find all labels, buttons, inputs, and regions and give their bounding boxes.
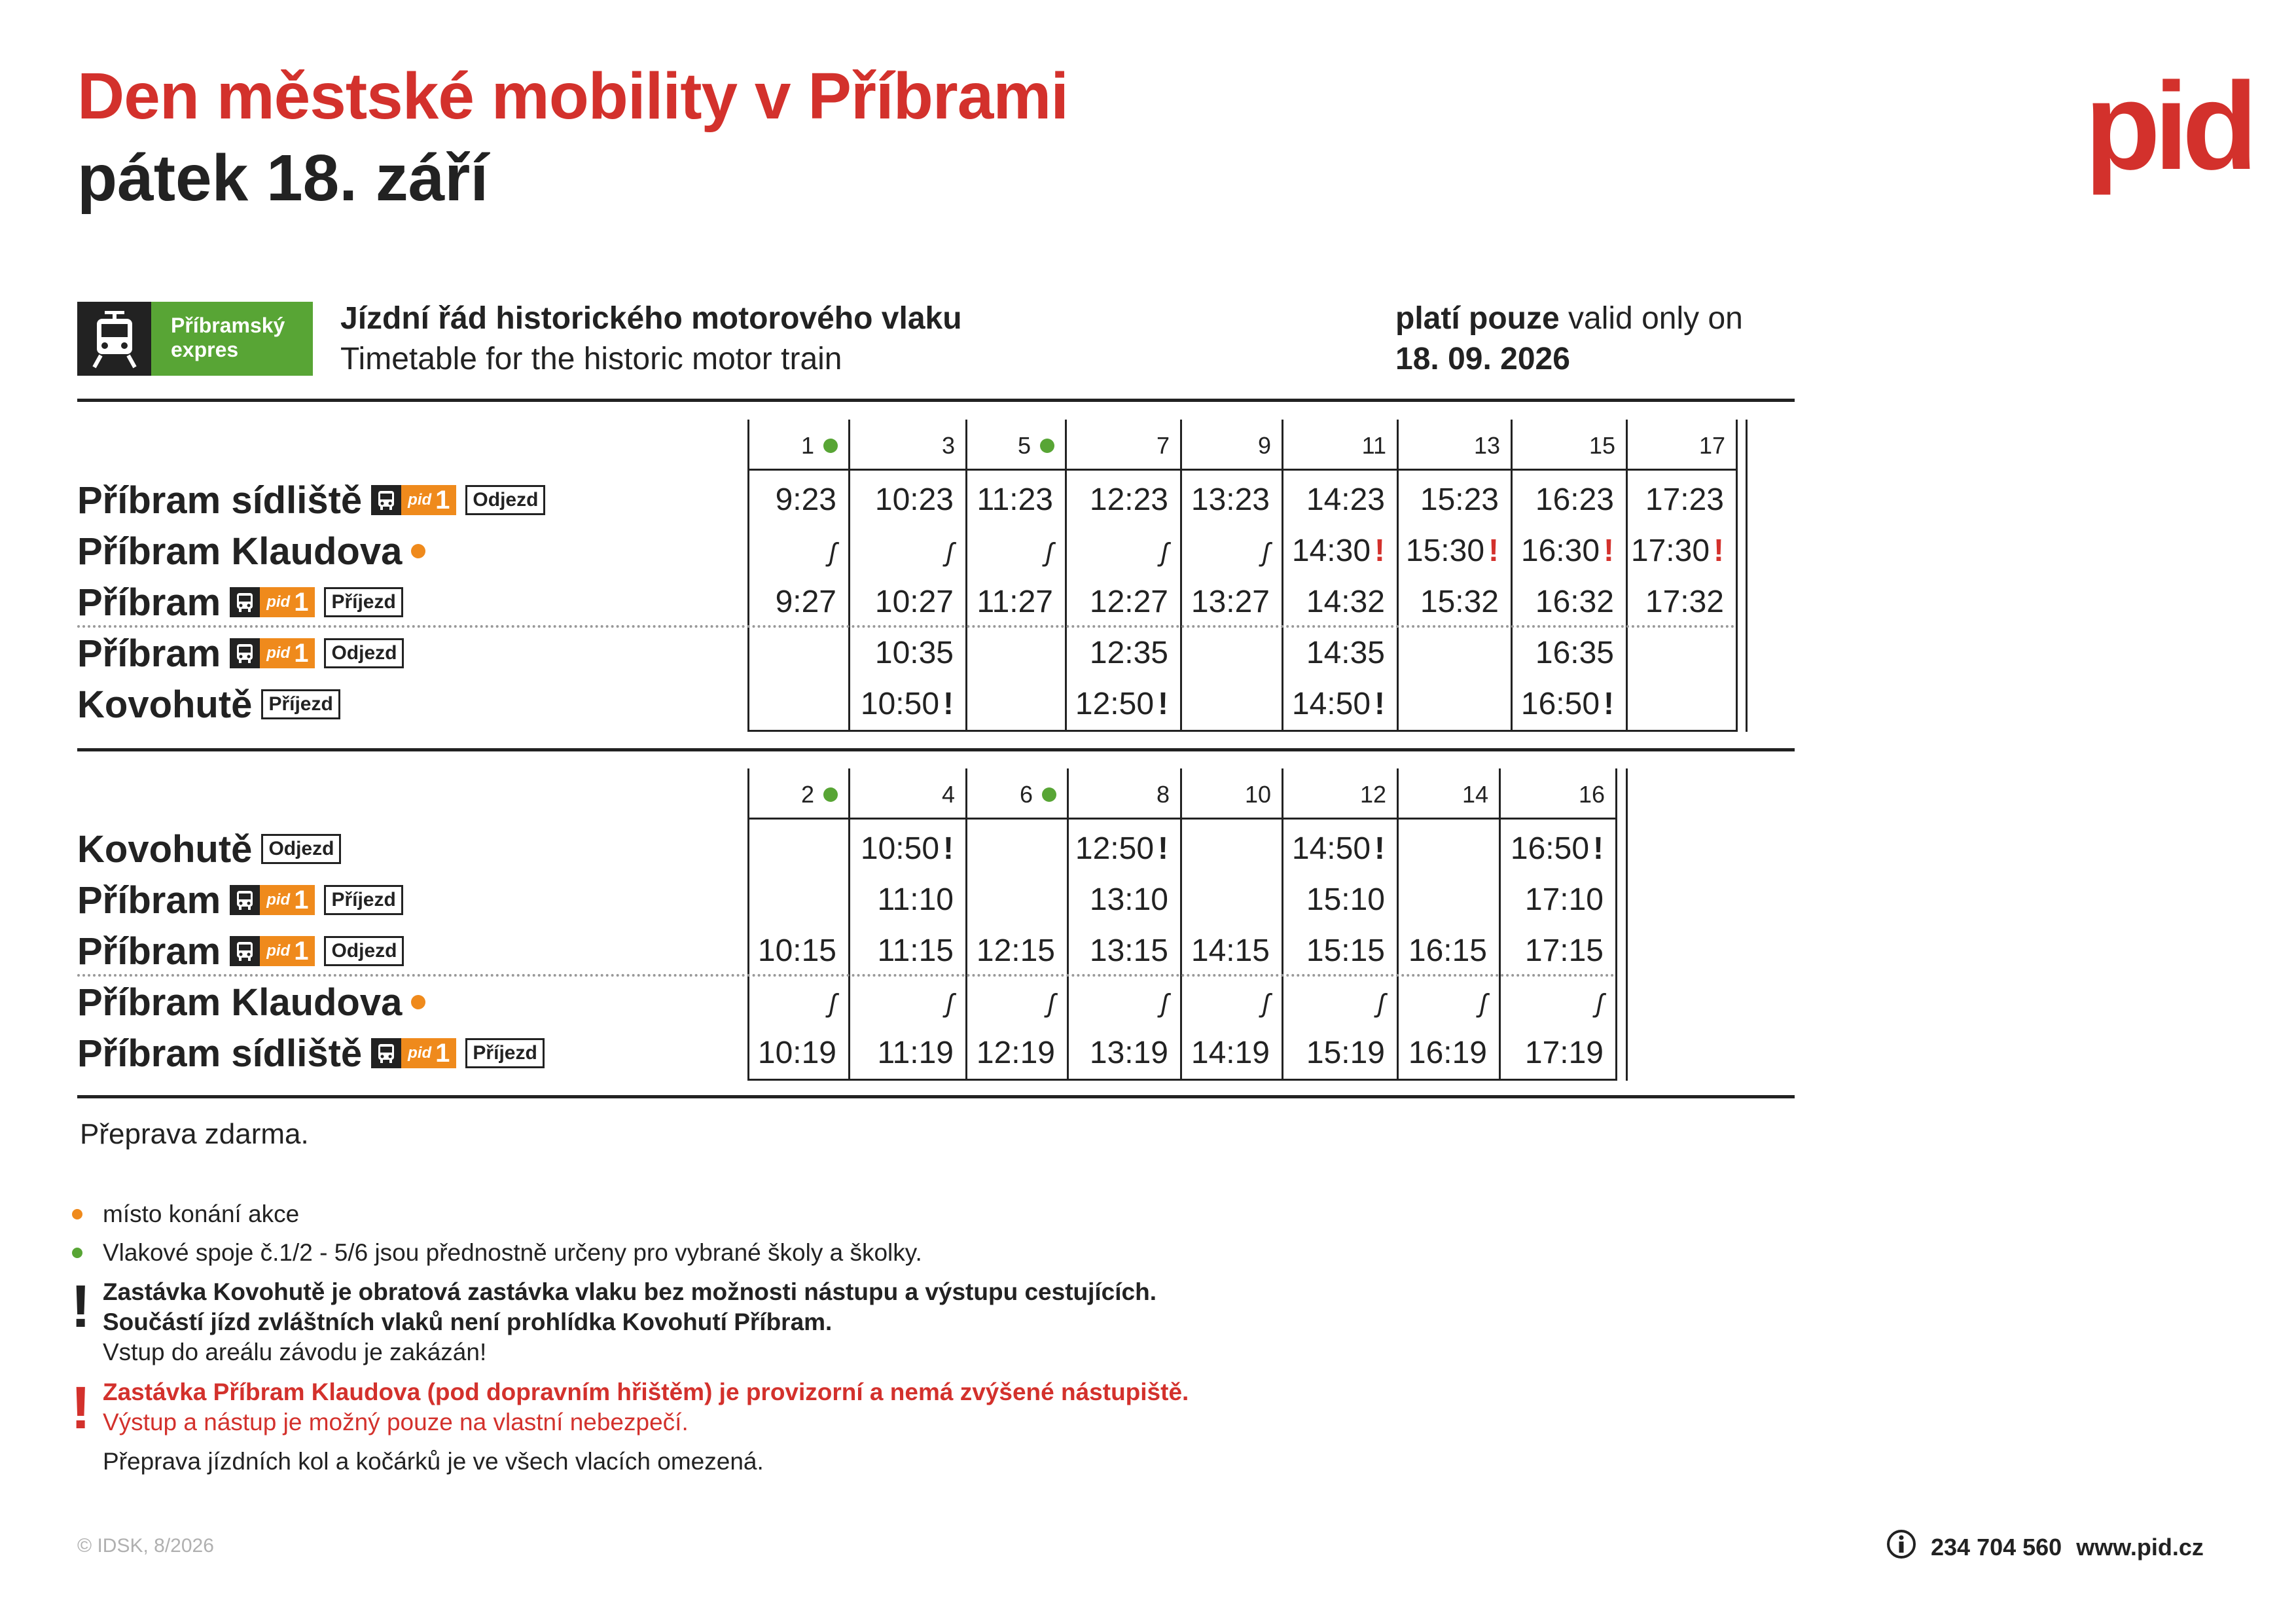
free-transport-note: Přeprava zdarma. (80, 1118, 309, 1150)
train-number: 4 (941, 781, 955, 808)
divider (77, 399, 1795, 402)
orange-dot-icon (411, 995, 425, 1009)
time-cell: 16:35 (1535, 636, 1614, 670)
green-dot-icon (1040, 439, 1054, 453)
pid-line-icon: pid 1 (230, 936, 315, 966)
train-icon (77, 302, 151, 376)
time-cell: 11:15 (877, 933, 954, 968)
time-cell: ʃ (1377, 989, 1385, 1018)
stop-name: Příbram Klaudova (77, 526, 425, 577)
time-cell: 11:19 (877, 1036, 954, 1070)
time-cell: 14:23 (1306, 482, 1385, 517)
phone-number: 234 704 560 (1931, 1533, 2062, 1561)
pid-line-icon: pid 1 (230, 638, 315, 668)
column-line (1397, 420, 1399, 732)
train-number: 1 (751, 426, 838, 465)
stop-tag: Příjezd (324, 885, 403, 915)
time-cell: 11:10 (877, 882, 954, 917)
stop-tag: Odjezd (261, 834, 341, 864)
green-dot-icon (72, 1248, 82, 1258)
time-cell: 16:50 ! (1520, 687, 1614, 721)
time-cell: ʃ (946, 538, 954, 567)
orange-dot-icon (411, 544, 425, 558)
time-cell: 17:32 (1645, 585, 1724, 619)
time-cell: ʃ (829, 538, 836, 567)
pid-line-icon: pid 1 (371, 485, 456, 515)
divider (77, 748, 1795, 751)
time-cell: 13:10 (1089, 882, 1168, 917)
stop-name: Příbram pid 1 Příjezd (77, 875, 403, 926)
column-line (1067, 768, 1069, 1081)
time-cell: 12:23 (1089, 482, 1168, 517)
time-cell: 12:19 (976, 1036, 1055, 1070)
warning-mark: ! (1713, 533, 1724, 568)
time-cell: 10:50 ! (860, 687, 954, 721)
train-number: 9 (1257, 432, 1271, 459)
time-cell: 15:23 (1420, 482, 1499, 517)
time-cell: 16:50 ! (1510, 831, 1604, 866)
time-cell: 13:15 (1089, 933, 1168, 968)
time-cell: 14:50 ! (1291, 687, 1385, 721)
column-line (1180, 420, 1182, 732)
time-cell: 17:23 (1645, 482, 1724, 517)
warning-mark: ! (1604, 687, 1614, 721)
train-number: 6 (969, 775, 1056, 814)
time-cell: 14:30 ! (1291, 533, 1385, 568)
warning-mark: ! (1374, 831, 1385, 866)
table-end-line (1626, 768, 1628, 1081)
column-line (747, 420, 749, 732)
column-line (1511, 420, 1513, 732)
copyright: © IDSK, 8/2026 (77, 1535, 214, 1557)
time-cell: 16:30 ! (1520, 533, 1614, 568)
bus-icon (371, 1038, 401, 1068)
train-number: 16 (1578, 781, 1605, 808)
stop-name: Příbram pid 1 Odjezd (77, 628, 404, 679)
train-number: 13 (1473, 432, 1500, 459)
time-cell: ʃ (1262, 538, 1270, 567)
time-cell: 13:19 (1089, 1036, 1168, 1070)
page-title: Den městské mobility v Příbrami (77, 60, 1069, 133)
column-line (848, 420, 850, 732)
time-cell: 15:30 ! (1405, 533, 1499, 568)
train-number: 14 (1462, 781, 1488, 808)
timetable-heading: Jízdní řád historického motorového vlaku Timetable for the historic motor train (340, 301, 962, 376)
time-cell: 10:19 (757, 1036, 836, 1070)
stop-tag: Odjezd (324, 936, 404, 966)
kovohute-note-1: Zastávka Kovohutě je obratová zastávka vlaku bez možnosti nástupu a výstupu cestujících. (103, 1278, 1157, 1305)
validity: platí pouze valid only on 18. 09. 2026 (1395, 301, 1743, 376)
time-cell: 14:32 (1306, 585, 1385, 619)
column-line (1065, 420, 1067, 732)
bus-icon (371, 485, 401, 515)
time-cell: ʃ (1045, 538, 1053, 567)
warning-mark: ! (1593, 831, 1604, 866)
stop-name: Příbram sídliště pid 1 Příjezd (77, 1028, 545, 1079)
time-cell: 13:23 (1191, 482, 1270, 517)
green-dot-icon (823, 787, 838, 802)
column-line (848, 768, 850, 1081)
stop-name: Kovohutě Příjezd (77, 679, 340, 730)
stop-name: Příbram Klaudova (77, 977, 425, 1028)
green-dot-icon (823, 439, 838, 453)
warning-red-icon: ! (71, 1375, 91, 1441)
time-cell: ʃ (946, 989, 954, 1018)
klaudova-note-2: Výstup a nástup je možný pouze na vlastní nebezpečí. (103, 1409, 689, 1435)
stop-tag: Příjezd (324, 587, 403, 617)
bus-icon (230, 587, 260, 617)
time-cell: 14:15 (1191, 933, 1270, 968)
bikes-note: Přeprava jízdních kol a kočárků je ve všech vlacích omezená. (103, 1448, 764, 1475)
column-line (1736, 420, 1738, 732)
time-cell: 12:15 (976, 933, 1055, 968)
time-cell: 17:30 ! (1630, 533, 1724, 568)
warning-mark: ! (943, 831, 954, 866)
column-line (1615, 768, 1617, 1081)
train-number: 17 (1698, 432, 1725, 459)
warning-mark: ! (1488, 533, 1499, 568)
time-cell: 12:50 ! (1075, 687, 1168, 721)
stop-tag: Příjezd (465, 1038, 544, 1068)
warning-mark: ! (1374, 533, 1385, 568)
stop-tag: Příjezd (261, 689, 340, 719)
warning-mark: ! (1158, 687, 1168, 721)
time-cell: 15:32 (1420, 585, 1499, 619)
time-cell: 14:19 (1191, 1036, 1270, 1070)
stop-tag: Odjezd (465, 485, 545, 515)
train-number: 15 (1588, 432, 1615, 459)
column-line (1180, 768, 1182, 1081)
column-line (1626, 420, 1628, 732)
table-bottom-line (747, 730, 1736, 732)
website-link[interactable]: www.pid.cz (2076, 1533, 2204, 1561)
time-cell: ʃ (1160, 538, 1168, 567)
time-cell: 16:15 (1408, 933, 1487, 968)
column-line (965, 420, 967, 732)
klaudova-note-1: Zastávka Příbram Klaudova (pod dopravním hřištěm) je provizorní a nemá zvýšené nástupiště. (103, 1379, 1189, 1405)
time-cell: 14:35 (1306, 636, 1385, 670)
time-cell: 15:10 (1306, 882, 1385, 917)
time-cell: 12:27 (1089, 585, 1168, 619)
bus-icon (230, 638, 260, 668)
legend-green: Vlakové spoje č.1/2 - 5/6 jsou přednostně určeny pro vybrané školy a školky. (103, 1239, 922, 1266)
stop-name: Příbram pid 1 Odjezd (77, 926, 404, 977)
time-cell: 16:23 (1535, 482, 1614, 517)
stop-name: Příbram pid 1 Příjezd (77, 577, 403, 628)
train-number: 8 (1156, 781, 1170, 808)
time-cell: 10:50 ! (860, 831, 954, 866)
column-line (1282, 420, 1283, 732)
column-line (1499, 768, 1501, 1081)
time-cell: 15:15 (1306, 933, 1385, 968)
time-cell: 10:23 (874, 482, 954, 517)
kovohute-note-2: Součástí jízd zvláštních vlaků není prohlídka Kovohutí Příbram. (103, 1308, 833, 1335)
column-line (747, 768, 749, 1081)
time-cell: ʃ (1262, 989, 1270, 1018)
time-cell: 17:19 (1524, 1036, 1604, 1070)
time-cell: 10:35 (874, 636, 954, 670)
stop-name: Kovohutě Odjezd (77, 823, 341, 875)
warning-mark: ! (943, 687, 954, 721)
train-number: 10 (1244, 781, 1271, 808)
train-number: 3 (941, 432, 955, 459)
pid-line-icon: pid 1 (371, 1038, 456, 1068)
time-cell: 14:50 ! (1291, 831, 1385, 866)
time-cell: 15:19 (1306, 1036, 1385, 1070)
pid-line-icon: pid 1 (230, 587, 315, 617)
line-badge (77, 302, 313, 376)
bus-icon (230, 936, 260, 966)
train-number: 11 (1361, 432, 1386, 459)
time-cell: 11:23 (977, 482, 1053, 517)
time-cell: 17:15 (1524, 933, 1604, 968)
info-icon (1886, 1529, 1916, 1565)
time-cell: 12:50 ! (1075, 831, 1168, 866)
time-cell: 9:23 (775, 482, 836, 517)
green-dot-icon (1042, 787, 1056, 802)
stop-tag: Odjezd (324, 638, 404, 668)
table-end-line (1746, 420, 1748, 732)
divider (77, 1095, 1795, 1098)
train-number: 12 (1359, 781, 1386, 808)
legend-orange: místo konání akce (103, 1200, 300, 1227)
stop-name: Příbram sídliště pid 1 Odjezd (77, 475, 545, 526)
warning-icon: ! (71, 1273, 91, 1340)
time-cell: 16:32 (1535, 585, 1614, 619)
bus-icon (230, 885, 260, 915)
time-cell: ʃ (1047, 989, 1055, 1018)
time-cell: ʃ (1479, 989, 1487, 1018)
time-cell: 11:27 (977, 585, 1053, 619)
warning-mark: ! (1374, 687, 1385, 721)
train-number: 5 (969, 426, 1054, 465)
contact-info (1886, 1529, 2204, 1565)
column-line (965, 768, 967, 1081)
time-cell: 13:27 (1191, 585, 1270, 619)
time-cell: 10:15 (757, 933, 836, 968)
time-cell: 9:27 (775, 585, 836, 619)
train-number: 2 (751, 775, 838, 814)
badge-label: Příbramský expres (151, 302, 313, 376)
time-cell: ʃ (1596, 989, 1604, 1018)
time-cell: ʃ (829, 989, 836, 1018)
column-line (1282, 768, 1283, 1081)
time-cell: 16:19 (1408, 1036, 1487, 1070)
page-subtitle: pátek 18. září (77, 141, 489, 215)
warning-mark: ! (1158, 831, 1168, 866)
time-cell: 17:10 (1524, 882, 1604, 917)
column-line (1397, 768, 1399, 1081)
orange-dot-icon (72, 1209, 82, 1219)
time-cell: 12:35 (1089, 636, 1168, 670)
time-cell: ʃ (1160, 989, 1168, 1018)
warning-mark: ! (1604, 533, 1614, 568)
header-line (747, 469, 1736, 471)
time-cell: 10:27 (874, 585, 954, 619)
kovohute-note-3: Vstup do areálu závodu je zakázán! (103, 1339, 487, 1365)
pid-line-icon: pid 1 (230, 885, 315, 915)
train-number: 7 (1156, 432, 1170, 459)
pid-logo: pid (2085, 57, 2251, 196)
